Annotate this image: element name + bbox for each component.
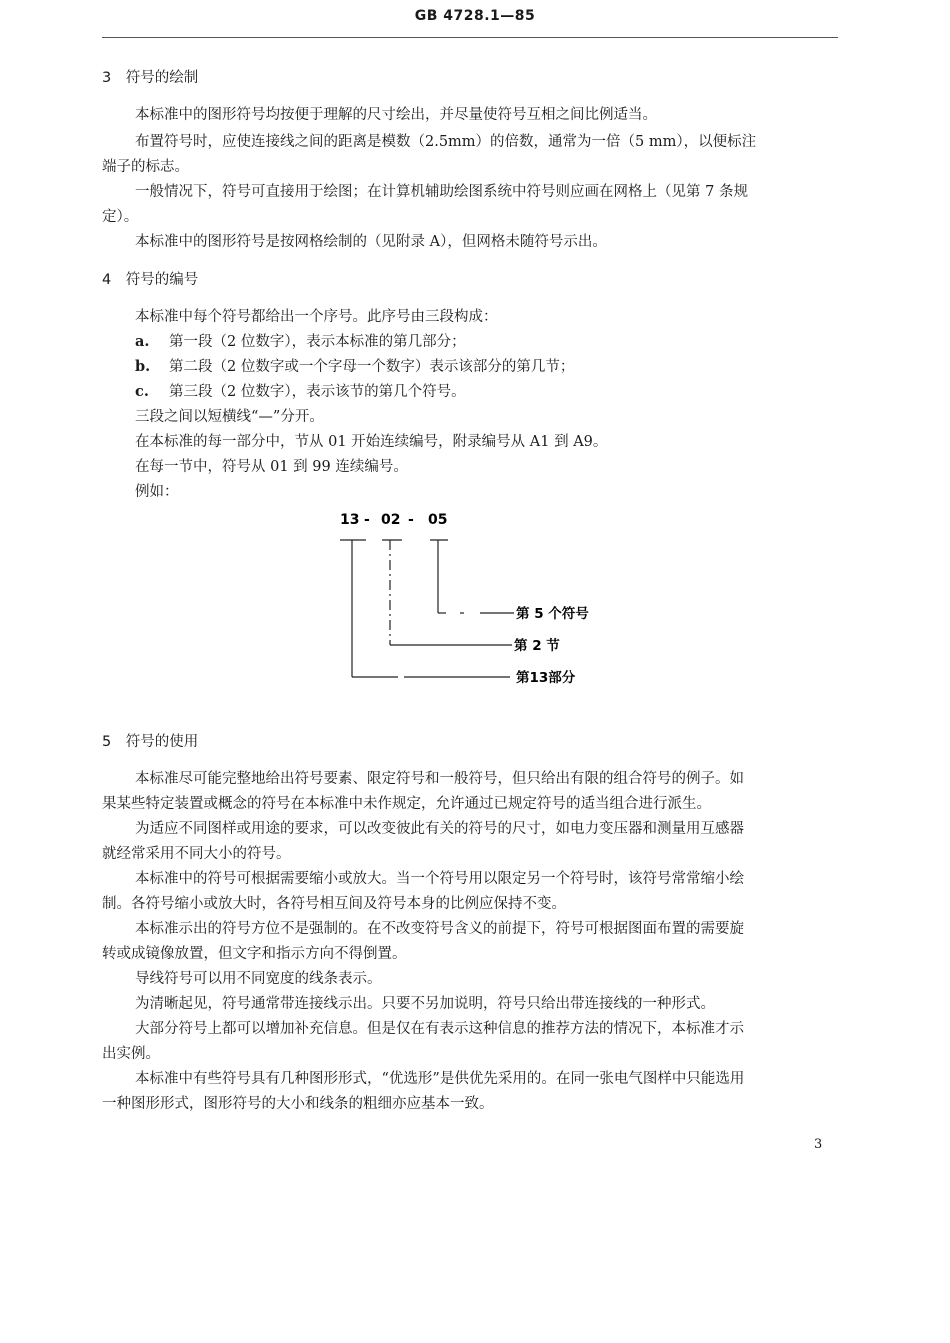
section-3-line: 本标准中的图形符号均按便于理解的尺寸绘出，并尽量使符号互相之间比例适当。 [135,107,657,123]
section-5-line: 本标准中的符号可根据需要缩小或放大。当一个符号用以限定另一个符号时，该符号常常缩小绘 [135,871,744,887]
list-item-c [135,382,466,402]
section-5-line: 本标准尽可能完整地给出符号要素、限定符号和一般符号，但只给出有限的组合符号的例子。如 [135,771,744,787]
diagram-symbol-number: 05 [428,512,448,528]
list-letter: a. [135,333,150,350]
header-divider [102,37,838,38]
list-item-b [135,357,574,377]
section-5-line: 出实例。 [102,1046,160,1062]
section-5-line: 为清晰起见，符号通常带连接线示出。只要不另加说明，符号只给出带连接线的一种形式。 [135,996,715,1012]
page-number: 3 [814,1137,823,1152]
section-5-line: 本标准示出的符号方位不是强制的。在不改变符号含义的前提下，符号可根据图面布置的需要旋 [135,921,744,937]
section-5-line: 本标准中有些符号具有几种图形形式，“优选形”是供优先采用的。在同一张电气图样中只能选用 [135,1071,745,1087]
list-letter: b. [135,358,151,375]
section-3-line: 布置符号时，应使连接线之间的距离是模数（2.5mm）的倍数，通常为一倍（5 mm），以便标注 [135,134,757,150]
diagram-separator: - [408,512,414,528]
section-5-line: 为适应不同图样或用途的要求，可以改变彼此有关的符号的尺寸，如电力变压器和测量用互感器 [135,821,744,837]
list-text: 第二段（2 位数字或一个字母一个数字）表示该部分的第几节； [169,359,575,375]
section-5-line: 制。各符号缩小或放大时，各符号相互间及符号本身的比例应保持不变。 [102,896,566,912]
section-5-line: 导线符号可以用不同宽度的线条表示。 [135,971,382,987]
numbering-diagram [330,500,630,700]
section-4-line: 例如： [135,484,179,500]
section-3-line: 定）。 [102,209,139,225]
diagram-label-part: 第13部分 [516,670,576,686]
section-3-line: 端子的标志。 [102,159,189,175]
list-letter: c. [135,383,149,400]
section-5-line: 大部分符号上都可以增加补充信息。但是仅在有表示这种信息的推荐方法的情况下，本标准才示 [135,1021,744,1037]
page-header: GB 4728.1—85 [414,8,536,24]
section-4-heading: 4 符号的编号 [102,272,199,288]
section-5-line: 果某些特定装置或概念的符号在本标准中未作规定，允许通过已规定符号的适当组合进行派生。 [102,796,711,812]
section-3-line: 本标准中的图形符号是按网格绘制的（见附录 A），但网格未随符号示出。 [135,234,607,250]
section-4-intro: 本标准中每个符号都给出一个序号。此序号由三段构成： [135,309,498,325]
section-4-line: 在每一节中，符号从 01 到 99 连续编号。 [135,459,408,475]
diagram-label-section: 第 2 节 [514,638,560,654]
diagram-part-number: 13 [340,512,360,528]
list-text: 第三段（2 位数字），表示该节的第几个符号。 [169,384,466,400]
list-item-a [135,332,466,352]
section-5-line: 就经常采用不同大小的符号。 [102,846,291,862]
diagram-section-number: 02 [381,512,401,528]
diagram-separator: - [364,512,370,528]
section-3-line: 一般情况下，符号可直接用于绘图；在计算机辅助绘图系统中符号则应画在网格上（见第 7 条规 [135,184,748,200]
section-4-line: 三段之间以短横线“—”分开。 [135,409,324,425]
section-5-line: 一种图形形式，图形符号的大小和线条的粗细亦应基本一致。 [102,1096,494,1112]
section-3-heading: 3 符号的绘制 [102,70,199,86]
diagram-label-symbol: 第 5 个符号 [516,606,589,622]
section-5-heading: 5 符号的使用 [102,734,199,750]
list-text: 第一段（2 位数字），表示本标准的第几部分； [169,334,466,350]
section-5-line: 转或成镜像放置，但文字和指示方向不得倒置。 [102,946,407,962]
section-4-line: 在本标准的每一部分中，节从 01 开始连续编号，附录编号从 A1 到 A9。 [135,434,608,450]
